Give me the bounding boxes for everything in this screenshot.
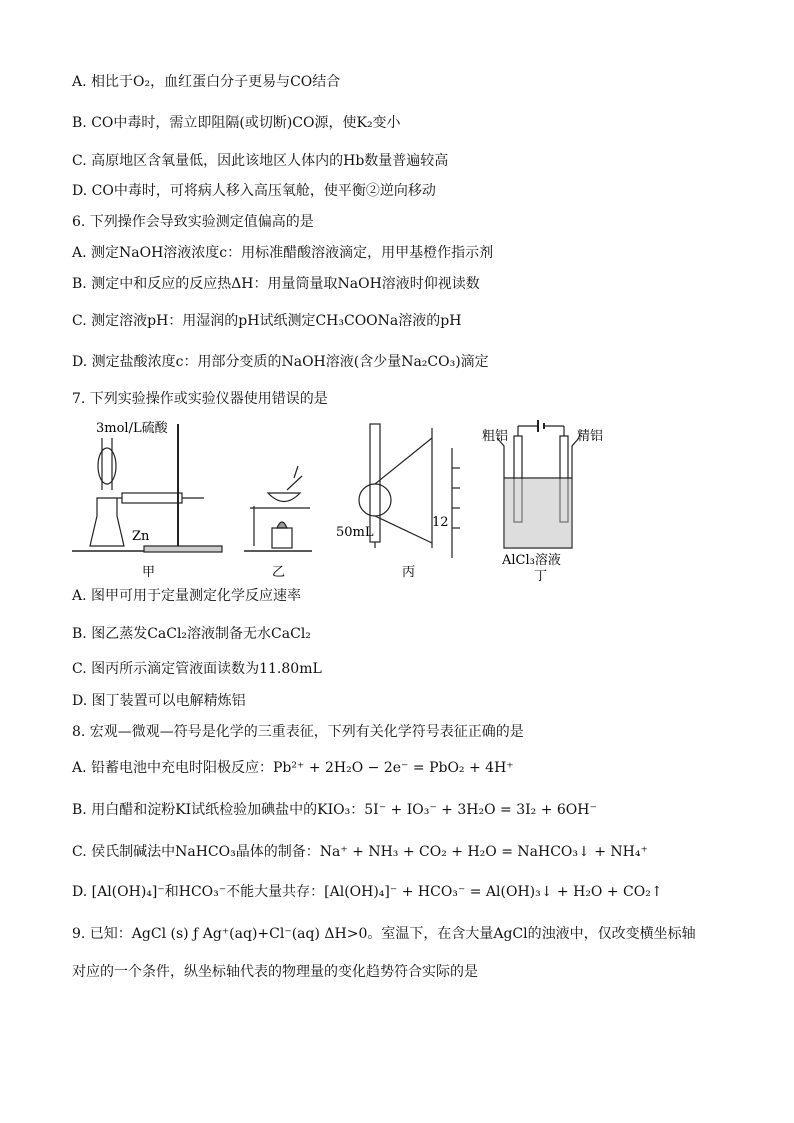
q7-stem: 7. 下列实验操作或实验仪器使用错误的是 [72,391,328,407]
figure-jia-label: 甲 [142,565,156,580]
acid-label: 3mol/L硫酸 [96,421,168,436]
q5-option-d: D. CO中毒时，可将病人移入高压氧舱，使平衡②逆向移动 [72,183,436,199]
figure-bing-label: 丙 [402,565,416,580]
q9-stem-line1: 9. 已知：AgCl (s) ƒ Ag⁺(aq)+Cl⁻(aq) ΔH>0。室温下，在含大量AgCl的浊液中，仅改变横坐标轴 [72,926,696,942]
zinc-label: Zn [132,529,150,544]
q8-option-d: D. [Al(OH)₄]⁻和HCO₃⁻不能大量共存：[Al(OH)₄]⁻ + HCO₃⁻ = Al(OH)₃↓ + H₂O + CO₂↑ [72,884,663,900]
q5-option-c: C. 高原地区含氧量低，因此该地区人体内的Hb数量普遍较高 [72,153,449,169]
figure-yi-label: 乙 [272,565,286,580]
refined-aluminum-label: 精铝 [577,429,604,444]
q8-option-c: C. 侯氏制碱法中NaHCO₃晶体的制备：Na⁺ + NH₃ + CO₂ + H₂O = NaHCO₃↓ + NH₄⁺ [72,844,648,860]
burette-reading-label: 12 [432,515,449,530]
figure-ding-label: 丁 [534,569,548,583]
q6-stem: 6. 下列操作会导致实验测定值偏高的是 [72,214,314,230]
q6-option-a: A. 测定NaOH溶液浓度c：用标准醋酸溶液滴定，用甲基橙作指示剂 [72,245,494,261]
q8-option-a: A. 铅蓄电池中充电时阳极反应：Pb²⁺ + 2H₂O − 2e⁻ = PbO₂ + 4H⁺ [72,760,514,776]
q6-option-d: D. 测定盐酸浓度c：用部分变质的NaOH溶液(含少量Na₂CO₃)滴定 [72,354,489,370]
q8-option-b: B. 用白醋和淀粉KI试纸检验加碘盐中的KIO₃：5I⁻ + IO₃⁻ + 3H₂O = 3I₂ + 6OH⁻ [72,802,597,818]
q5-option-b: B. CO中毒时，需立即阻隔(或切断)CO源，使K₂变小 [72,115,401,131]
q7-apparatus-figure [72,418,632,583]
q6-option-b: B. 测定中和反应的反应热ΔH：用量筒量取NaOH溶液时仰视读数 [72,276,480,292]
q6-option-c: C. 测定溶液pH：用湿润的pH试纸测定CH₃COONa溶液的pH [72,313,462,329]
q7-option-c: C. 图丙所示滴定管液面读数为11.80mL [72,661,322,677]
burette-volume-label: 50mL [336,525,374,540]
q7-option-d: D. 图丁装置可以电解精炼铝 [72,693,246,709]
q7-option-a: A. 图甲可用于定量测定化学反应速率 [72,588,302,604]
solution-label: AlCl₃溶液 [502,553,561,568]
q5-option-a: A. 相比于O₂，血红蛋白分子更易与CO结合 [72,74,341,90]
q9-stem-line2: 对应的一个条件，纵坐标轴代表的物理量的变化趋势符合实际的是 [72,964,478,980]
q8-stem: 8. 宏观—微观—符号是化学的三重表征，下列有关化学符号表征正确的是 [72,724,524,740]
q7-option-b: B. 图乙蒸发CaCl₂溶液制备无水CaCl₂ [72,626,311,642]
crude-aluminum-label: 粗铝 [482,429,509,444]
